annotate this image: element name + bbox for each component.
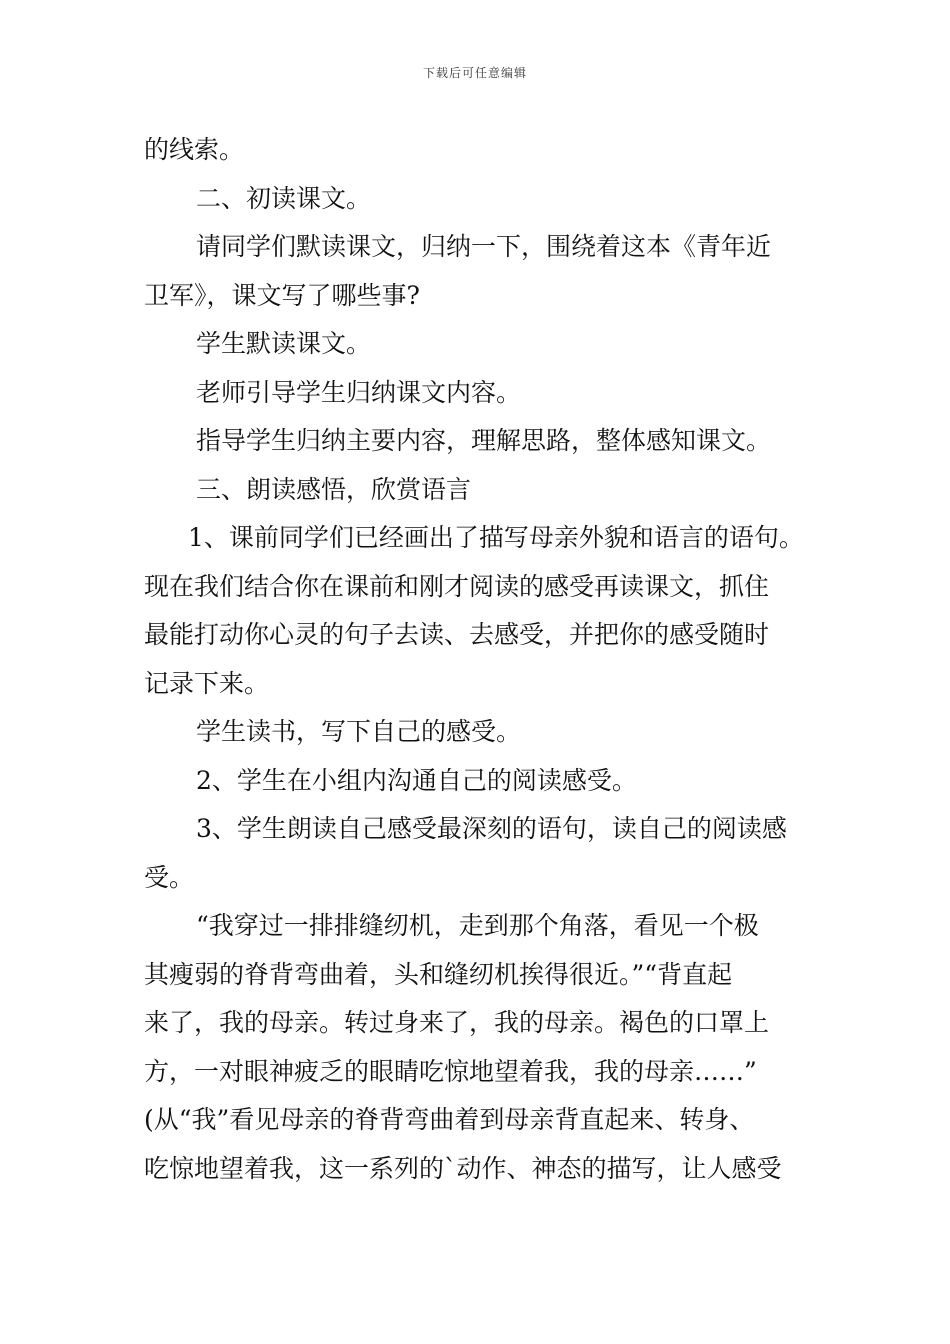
text-line: 学生默读课文。 xyxy=(196,329,372,358)
text-line: 吃惊地望着我，这一系列的`动作、神态的描写，让人感受 xyxy=(144,1153,782,1183)
quote-line: 来了，我的母亲。转过身来了，我的母亲。褐色的口罩上 xyxy=(144,1008,770,1037)
text-line: (从“我”看见母亲的脊背弯曲着到母亲背直起来、转身、 xyxy=(144,1105,755,1134)
quote-line: 其瘦弱的脊背弯曲着，头和缝纫机挨得很近。”“背直起 xyxy=(144,959,733,989)
page-header: 下载后可任意编辑 xyxy=(422,66,527,80)
text-line: 老师引导学生归纳课文内容。 xyxy=(196,377,522,407)
text-line: 1、课前同学们已经画出了描写母亲外貌和语言的语句。 xyxy=(188,523,804,552)
text-line: 记录下来。 xyxy=(144,668,270,698)
text-line: 请同学们默读课文，归纳一下，围绕着这本《青年近 xyxy=(196,232,772,261)
quote-line: “我穿过一排排缝纫机，走到那个角落，看见一个极 xyxy=(196,911,759,940)
text-line: 受。 xyxy=(144,862,195,892)
text-line: 现在我们结合你在课前和刚才阅读的感受再读课文，抓住 xyxy=(144,571,770,601)
document-body xyxy=(144,126,808,1193)
text-line: 的线索。 xyxy=(144,135,245,164)
section-heading: 二、初读课文。 xyxy=(196,183,372,213)
text-line: 指导学生归纳主要内容，理解思路，整体感知课文。 xyxy=(196,426,772,455)
text-line: 卫军》，课文写了哪些事? xyxy=(144,280,420,310)
section-heading: 三、朗读感悟，欣赏语言 xyxy=(196,474,472,504)
text-line: 学生读书，写下自己的感受。 xyxy=(196,717,522,746)
quote-line: 方，一对眼神疲乏的眼睛吃惊地望着我，我的母亲……” xyxy=(144,1056,757,1086)
text-line: 3、学生朗读自己感受最深刻的语句，读自己的阅读感 xyxy=(196,814,787,843)
text-line: 2、学生在小组内沟通自己的阅读感受。 xyxy=(196,765,637,795)
text-line: 最能打动你心灵的句子去读、去感受，并把你的感受随时 xyxy=(144,620,770,649)
